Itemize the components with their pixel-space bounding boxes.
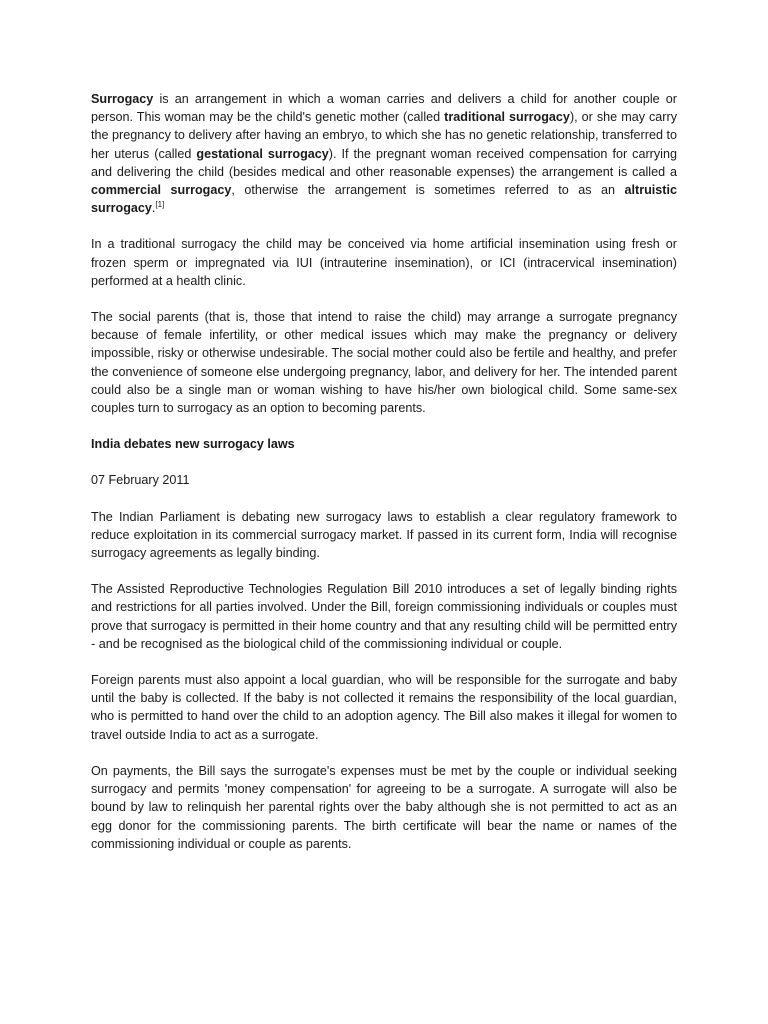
- article-heading: India debates new surrogacy laws: [91, 437, 295, 452]
- reference-link[interactable]: [1]: [155, 200, 165, 210]
- paragraph-conception: In a traditional surrogacy the child may be conceived via home artificial insemination using fresh or frozen sperm or impregnated via IUI (intrauterine insemination), or ICI (intracervical insemination) performed at a health clinic.: [91, 237, 677, 288]
- article-paragraph-4: On payments, the Bill says the surrogate's expenses must be met by the couple or individual seeking surrogacy and permits 'money compensation' for agreeing to be a surrogate. A surrogate will also be bound by law to relinquish her parental rights over the baby although she is not permitted to act as an egg donor for the commissioning parents. The birth certificate will bear the name or names of the commissioning individual or couple as parents.: [91, 763, 677, 851]
- intro-paragraph: [91, 90, 677, 217]
- document-page: [91, 90, 677, 871]
- term-gestational-surrogacy: gestational surrogacy: [196, 146, 329, 161]
- article-paragraph-1: The Indian Parliament is debating new surrogacy laws to establish a clear regulatory framework to reduce exploitation in its commercial surrogacy market. If passed in its current form, India will recognise surrogacy agreements as legally binding.: [91, 509, 677, 561]
- term-surrogacy: Surrogacy: [91, 92, 154, 106]
- intro-text-2: ), or she may carry the pregnancy to delivery after having an embryo, to which she has no genetic relationship, transferred to her uterus (called: [91, 110, 677, 161]
- paragraph-social-parents: The social parents (that is, those that intend to raise the child) may arrange a surrogate pregnancy because of female infertility, or other medical issues which may make the pregnancy or delivery impossible, risky or otherwise undesirable. The social mother could also be fertile and healthy, and prefer the convenience of someone else undergoing pregnancy, labor, and delivery for her. The intended parent could also be a single man or woman wishing to have his/her own biological child. Some same-sex couples turn to surrogacy as an option to becoming parents.: [91, 310, 677, 416]
- intro-text-4: , otherwise the arrangement is sometimes referred to as an: [231, 183, 625, 198]
- intro-text-3: ). If the pregnant woman received compensation for carrying and delivering the child (besides medical and other reasonable expenses) the arrangement is called a: [91, 146, 677, 179]
- term-commercial-surrogacy: commercial surrogacy: [91, 183, 232, 198]
- article-date: 07 February 2011: [91, 473, 190, 488]
- term-altruistic-surrogacy: altruistic surrogacy: [91, 183, 677, 216]
- term-traditional-surrogacy: traditional surrogacy: [444, 110, 570, 125]
- intro-text-1: is an arrangement in which a woman carries and delivers a child for another couple or person. This woman may be the child's genetic mother (called: [91, 92, 677, 125]
- article-paragraph-3: Foreign parents must also appoint a local guardian, who will be responsible for the surrogate and baby until the baby is collected. If the baby is not collected it remains the responsibility of the local guardian, who is permitted to hand over the child to an adoption agency. The Bill also makes it illegal for women to travel outside India to act as a surrogate.: [91, 673, 677, 742]
- intro-text-5: .: [151, 201, 156, 216]
- article-paragraph-2: The Assisted Reproductive Technologies Regulation Bill 2010 introduces a set of legally binding rights and restrictions for all parties involved. Under the Bill, foreign commissioning individuals or couples must prove that surrogacy is permitted in their home country and that any resulting child will be permitted entry - and be recognised as the biological child of the commissioning individual or couple.: [91, 582, 677, 651]
